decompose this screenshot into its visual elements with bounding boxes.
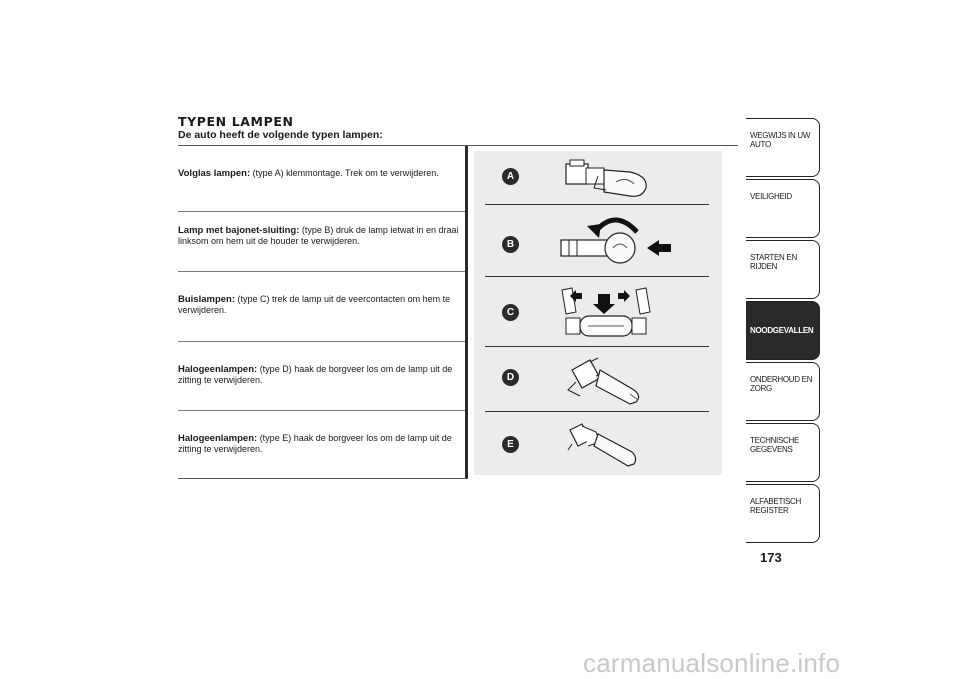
bayonet-lamp-icon bbox=[555, 212, 695, 270]
figure-separator bbox=[485, 276, 709, 277]
tab-alfabetisch-register[interactable]: ALFABETISCH REGISTER bbox=[746, 484, 820, 543]
tab-veiligheid[interactable]: VEILIGHEID bbox=[746, 179, 820, 238]
badge-d: D bbox=[502, 369, 519, 386]
figure-separator bbox=[485, 204, 709, 205]
lamp-row-b bbox=[178, 203, 466, 272]
lamp-text: (type D) haak de borgveer los om de lamp uit de zitting te verwijderen. bbox=[178, 364, 453, 385]
tab-wegwijs[interactable]: WEGWIJS IN UW AUTO bbox=[746, 118, 820, 177]
section-title: TYPEN LAMPEN bbox=[178, 114, 294, 129]
lamp-text: (type C) trek de lamp uit de veercontacten om hem te verwijderen. bbox=[178, 294, 451, 315]
lamp-text: (type A) klemmontage. Trek om te verwijderen. bbox=[250, 168, 439, 178]
badge-e: E bbox=[502, 436, 519, 453]
lamp-name: Halogeenlampen: bbox=[178, 364, 258, 375]
bottom-divider bbox=[178, 478, 468, 479]
lamp-name: Halogeenlampen: bbox=[178, 433, 258, 444]
badge-c: C bbox=[502, 304, 519, 321]
badge-a: A bbox=[502, 168, 519, 185]
watermark: carmanualsonline.info bbox=[583, 648, 841, 678]
lamp-row-d bbox=[178, 342, 466, 411]
lamp-name: Lamp met bajonet-sluiting: bbox=[178, 225, 300, 236]
lamp-name: Buislampen: bbox=[178, 294, 236, 305]
section-subtitle: De auto heeft de volgende typen lampen: bbox=[178, 129, 383, 141]
page-number: 173 bbox=[760, 550, 782, 565]
lamp-text: (type E) haak de borgveer los om de lamp uit de zitting te verwijderen. bbox=[178, 433, 452, 454]
tab-technische-gegevens[interactable]: TECHNISCHE GEGEVENS bbox=[746, 423, 820, 482]
lamp-description-column bbox=[178, 146, 466, 478]
figure-separator bbox=[485, 411, 709, 412]
tab-onderhoud-en-zorg[interactable]: ONDERHOUD EN ZORG bbox=[746, 362, 820, 421]
halogen-lamp-d-icon bbox=[560, 352, 660, 408]
column-divider bbox=[465, 146, 468, 479]
lamp-text: (type B) druk de lamp ietwat in en draai linksom om hem uit de houder te verwijderen. bbox=[178, 225, 459, 246]
tab-starten-en-rijden[interactable]: STARTEN EN RIJDEN bbox=[746, 240, 820, 299]
lamp-name: Volglas lampen: bbox=[178, 168, 251, 179]
lamp-row-c bbox=[178, 272, 466, 342]
halogen-lamp-e-icon bbox=[562, 418, 652, 470]
lamp-row-e bbox=[178, 411, 466, 478]
wedge-lamp-icon bbox=[560, 158, 660, 202]
tab-noodgevallen[interactable]: NOODGEVALLEN bbox=[746, 301, 820, 360]
figure-separator bbox=[485, 346, 709, 347]
badge-b: B bbox=[502, 236, 519, 253]
festoon-lamp-icon bbox=[552, 282, 662, 342]
